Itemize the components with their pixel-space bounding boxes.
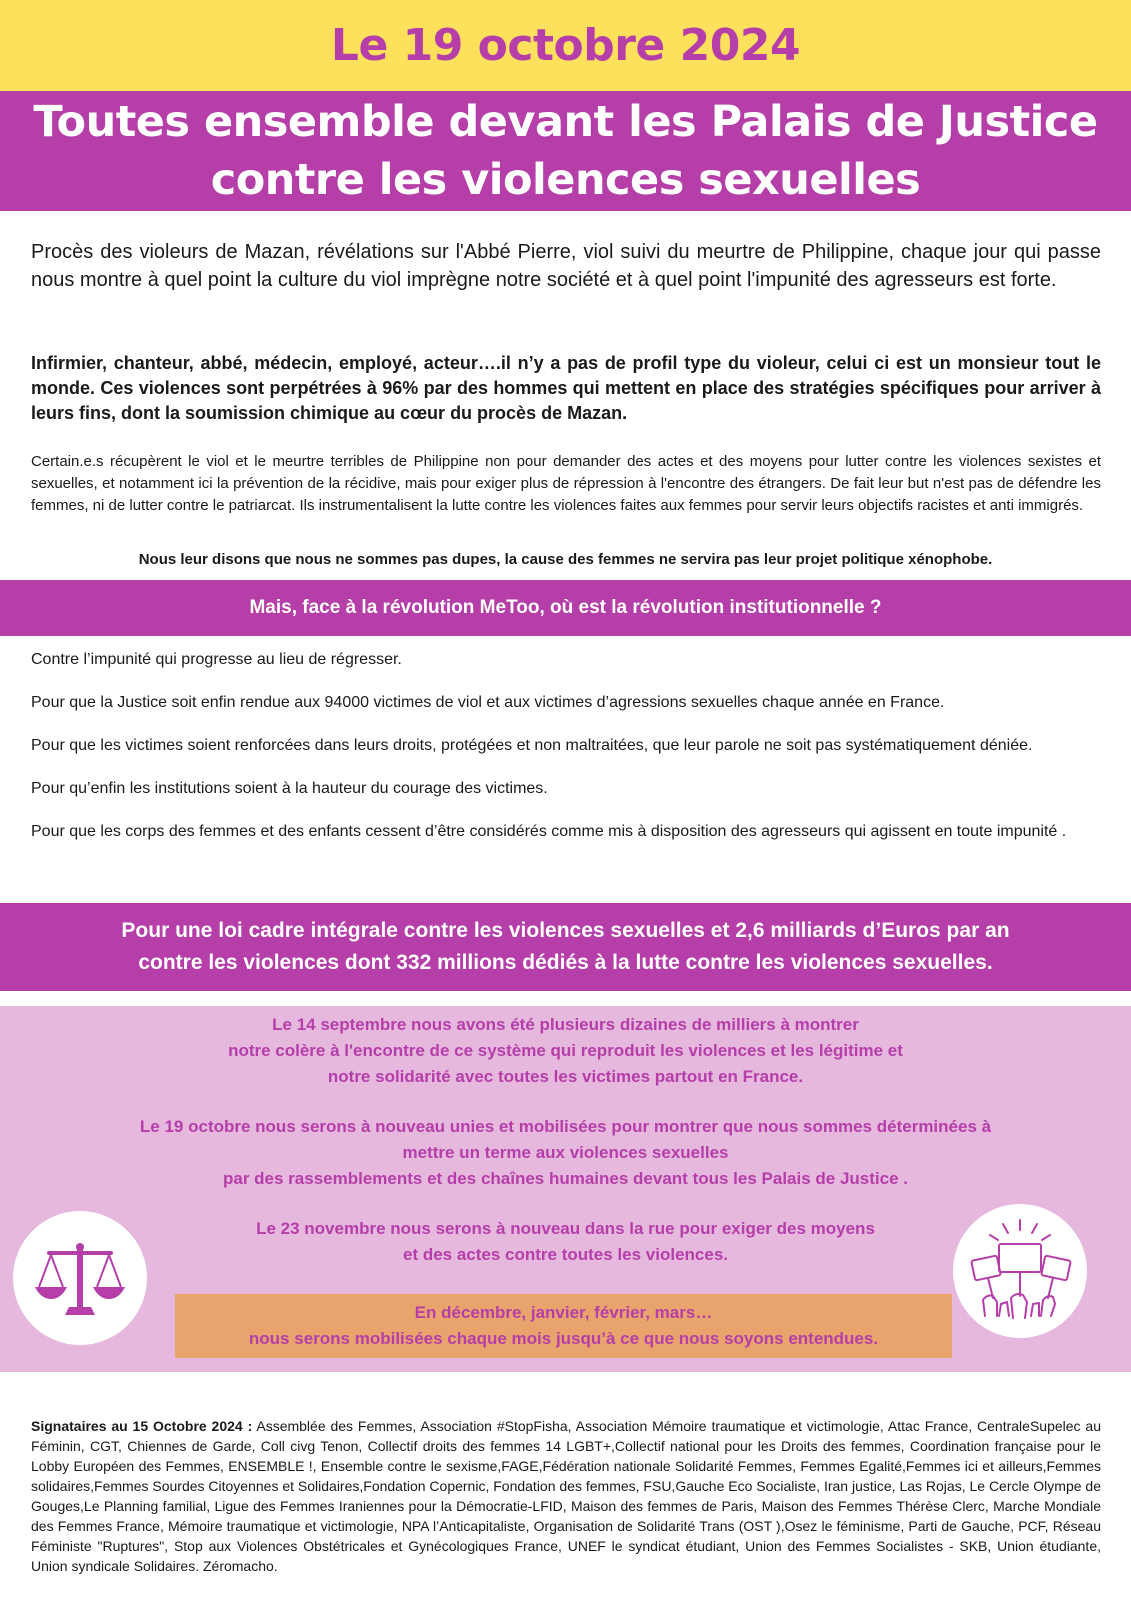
title-line-1: Toutes ensemble devant les Palais de Justice bbox=[33, 97, 1098, 147]
october-block bbox=[40, 1114, 1091, 1192]
loi-cadre-line-1: Pour une loi cadre intégrale contre les violences sexuelles et 2,6 milliards d’Euros par an bbox=[121, 919, 1010, 942]
demand-item: Contre l’impunité qui progresse au lieu de régresser. bbox=[31, 651, 402, 668]
highlight-line: En décembre, janvier, février, mars… bbox=[414, 1303, 713, 1322]
september-line: notre solidarité avec toutes les victimes partout en France. bbox=[327, 1067, 804, 1086]
november-block bbox=[150, 1216, 981, 1268]
highlight-line: nous serons mobilisées chaque mois jusqu’à ce que nous soyons entendues. bbox=[248, 1329, 879, 1348]
loi-cadre-line-2: contre les violences dont 332 millions dédiés à la lutte contre les violences sexuelles. bbox=[138, 951, 993, 974]
protest-signs-icon bbox=[953, 1204, 1087, 1338]
september-line: Le 14 septembre nous avons été plusieurs dizaines de milliers à montrer bbox=[272, 1015, 859, 1034]
demand-item: Pour qu’enfin les institutions soient à la hauteur du courage des victimes. bbox=[31, 780, 548, 797]
demands-list bbox=[31, 648, 1101, 863]
loi-cadre-banner bbox=[0, 903, 1131, 991]
september-line: notre colère à l'encontre de ce système qui reproduit les violences et les légitime et bbox=[228, 1041, 903, 1060]
september-block bbox=[150, 1012, 981, 1090]
monthly-mobilisation-box bbox=[175, 1294, 952, 1358]
demand-item: Pour que la Justice soit enfin rendue aux 94000 victimes de viol et aux victimes d’agressions sexuelles chaque année en France. bbox=[31, 694, 945, 711]
mobilisation-section bbox=[0, 1006, 1131, 1372]
date-banner bbox=[0, 0, 1131, 91]
not-fooled-statement: Nous leur disons que nous ne sommes pas dupes, la cause des femmes ne servira pas leur projet politique xénophobe. bbox=[138, 551, 993, 568]
scales-of-justice-icon bbox=[13, 1211, 147, 1345]
intro-paragraph: Procès des violeurs de Mazan, révélations sur l'Abbé Pierre, viol suivi du meurtre de Philippine, chaque jour qui passe nous montre à quel point la culture du viol imprègne notre société et à quel point l'impunité des agresseurs est forte. bbox=[31, 241, 1101, 291]
demand-item: Pour que les corps des femmes et des enfants cessent d’être considérés comme mis à disposition des agresseurs qui agissent en toute impunité . bbox=[31, 823, 1067, 840]
recuperation-paragraph: Certain.e.s récupèrent le viol et le meurtre terribles de Philippine non pour demander des actes et des moyens pour lutter contre les violences sexistes et sexuelles, et notamment ici la prévention de la récidive, mais pour exiger plus de répression à l'encontre des étrangers. De fait leur but n'est pas de défendre les femmes, ni de lutter contre le patriarcat. Ils instrumentalisent la lutte contre les violences faites aux femmes pour servir leurs objectifs racistes et anti immigrés. bbox=[31, 453, 1101, 514]
profile-paragraph: Infirmier, chanteur, abbé, médecin, employé, acteur….il n’y a pas de profil type du violeur, celui ci est un monsieur tout le monde. Ces violences sont perpétrées à 96% par des hommes qui mettent en place des stratégies spécifiques pour arriver à leurs fins, dont la soumission chimique au cœur du procès de Mazan. bbox=[31, 353, 1101, 423]
title-line-2: contre les violences sexuelles bbox=[210, 155, 921, 205]
metoo-heading: Mais, face à la révolution MeToo, où est la révolution institutionnelle ? bbox=[0, 580, 1131, 636]
november-line: et des actes contre toutes les violences. bbox=[402, 1245, 729, 1264]
signatories-list: Assemblée des Femmes, Association #StopFisha, Association Mémoire traumatique et victimologie, Attac France, CentraleSupelec au Féminin, CGT, Chiennes de Garde, Coll civg Tenon, Collectif droits des femmes 14 LGBT+,Collectif national pour les Droits des femmes, Coordination française pour le Lobby Européen des Femmes, ENSEMBLE !, Ensemble contre le sexisme,FAGE,Fédération nationale Solidarité Femmes, Femmes Egalité,Femmes ici et ailleurs,Femmes solidaires,Femmes Sourdes Citoyennes et Solidaires,Fondation Copernic, Fondation des femmes, FSU,Gauche Eco Socialiste, Iran justice, Las Rojas, Le Cercle Olympe de Gouges,Le Planning familial, Ligue des Femmes Iraniennes pour la Démocratie-LFID, Maison des femmes de Paris, Maison des Femmes Thérèse Clerc, Marche Mondiale des Femmes France, Mémoire traumatique et victimologie, NPA l’Anticapitaliste, Organisation de Solidarité Trans (OST ),Osez le féminisme, Parti de Gauche, PCF, Réseau Féministe "Ruptures", Stop aux Violences Obstétricales et Gynécologiques France, UNEF le syndicat étudiant, Union des Femmes Socialistes - SKB, Union étudiante, Union syndicale Solidaires. Zéromacho. bbox=[31, 1418, 1101, 1574]
october-line: Le 19 octobre nous serons à nouveau unies et mobilisées pour montrer que nous sommes déterminées à bbox=[139, 1117, 992, 1136]
october-line: mettre un terme aux violences sexuelles bbox=[402, 1143, 729, 1162]
october-line: par des rassemblements et des chaînes humaines devant tous les Palais de Justice . bbox=[222, 1169, 908, 1188]
signatories-label: Signataires au 15 Octobre 2024 : bbox=[31, 1418, 253, 1434]
signatories bbox=[31, 1416, 1101, 1576]
demand-item: Pour que les victimes soient renforcées dans leurs droits, protégées et non maltraitées, que leur parole ne soit pas systématiquement déniée. bbox=[31, 737, 1033, 754]
title-banner bbox=[0, 91, 1131, 211]
event-date: Le 19 octobre 2024 bbox=[330, 20, 801, 71]
november-line: Le 23 novembre nous serons à nouveau dans la rue pour exiger des moyens bbox=[256, 1219, 875, 1238]
